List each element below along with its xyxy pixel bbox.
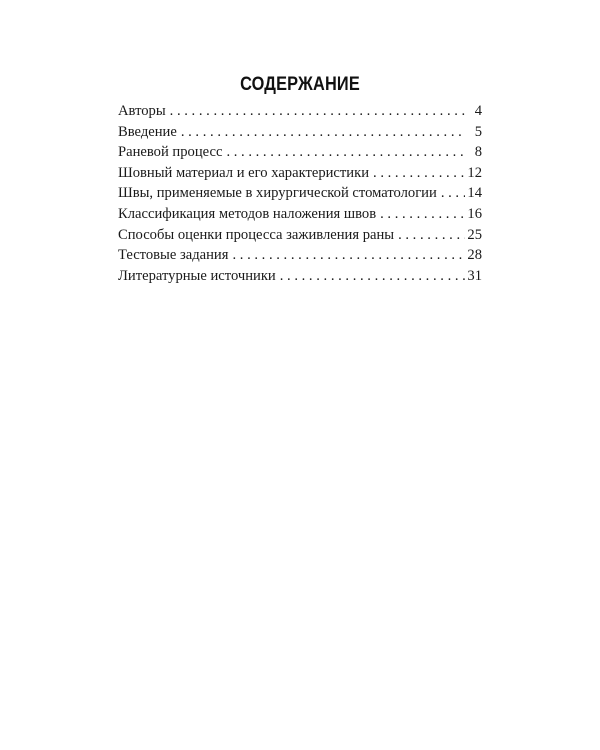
toc-entry-page: 12 [467, 164, 482, 181]
toc-entry-page: 25 [467, 226, 482, 243]
toc-entry [118, 144, 482, 165]
table-of-contents [118, 103, 482, 288]
toc-entry-label: Способы оценки процесса заживления раны [118, 226, 395, 243]
toc-entry [118, 227, 482, 248]
toc-entry-page: 5 [474, 123, 482, 140]
toc-entry-page: 31 [467, 267, 482, 284]
toc-dot-leader [398, 227, 465, 244]
toc-entry-label: Авторы [118, 103, 166, 119]
toc-entry [118, 247, 482, 268]
toc-entry [118, 206, 482, 227]
toc-dot-leader [280, 268, 466, 285]
toc-entry [118, 268, 482, 289]
page-title: СОДЕРЖАНИЕ [240, 74, 360, 95]
toc-entry-label: Классификация методов наложения швов [118, 205, 377, 222]
toc-entry [118, 103, 482, 124]
toc-dot-leader [380, 206, 465, 223]
toc-entry-label: Швы, применяемые в хирургической стоматологии [118, 185, 437, 202]
toc-entry [118, 185, 482, 206]
toc-entry-page: 14 [467, 185, 482, 202]
toc-entry-label: Тестовые задания [118, 247, 229, 264]
toc-entry-label: Введение [118, 123, 177, 140]
toc-entry-page: 8 [474, 144, 482, 161]
toc-dot-leader [232, 247, 465, 264]
toc-dot-leader [181, 124, 466, 141]
toc-dot-leader [226, 144, 466, 161]
toc-entry-page: 28 [467, 247, 482, 264]
toc-entry-label: Раневой процесс [118, 144, 223, 161]
toc-entry-label: Литературные источники [118, 267, 276, 284]
toc-entry-page: 16 [467, 205, 482, 222]
toc-dot-leader [441, 185, 466, 202]
toc-dot-leader [373, 165, 465, 182]
toc-dot-leader [170, 103, 466, 120]
toc-entry [118, 165, 482, 186]
toc-entry-label: Шовный материал и его характеристики [118, 164, 370, 181]
toc-entry-page: 4 [474, 103, 482, 119]
toc-entry [118, 124, 482, 145]
